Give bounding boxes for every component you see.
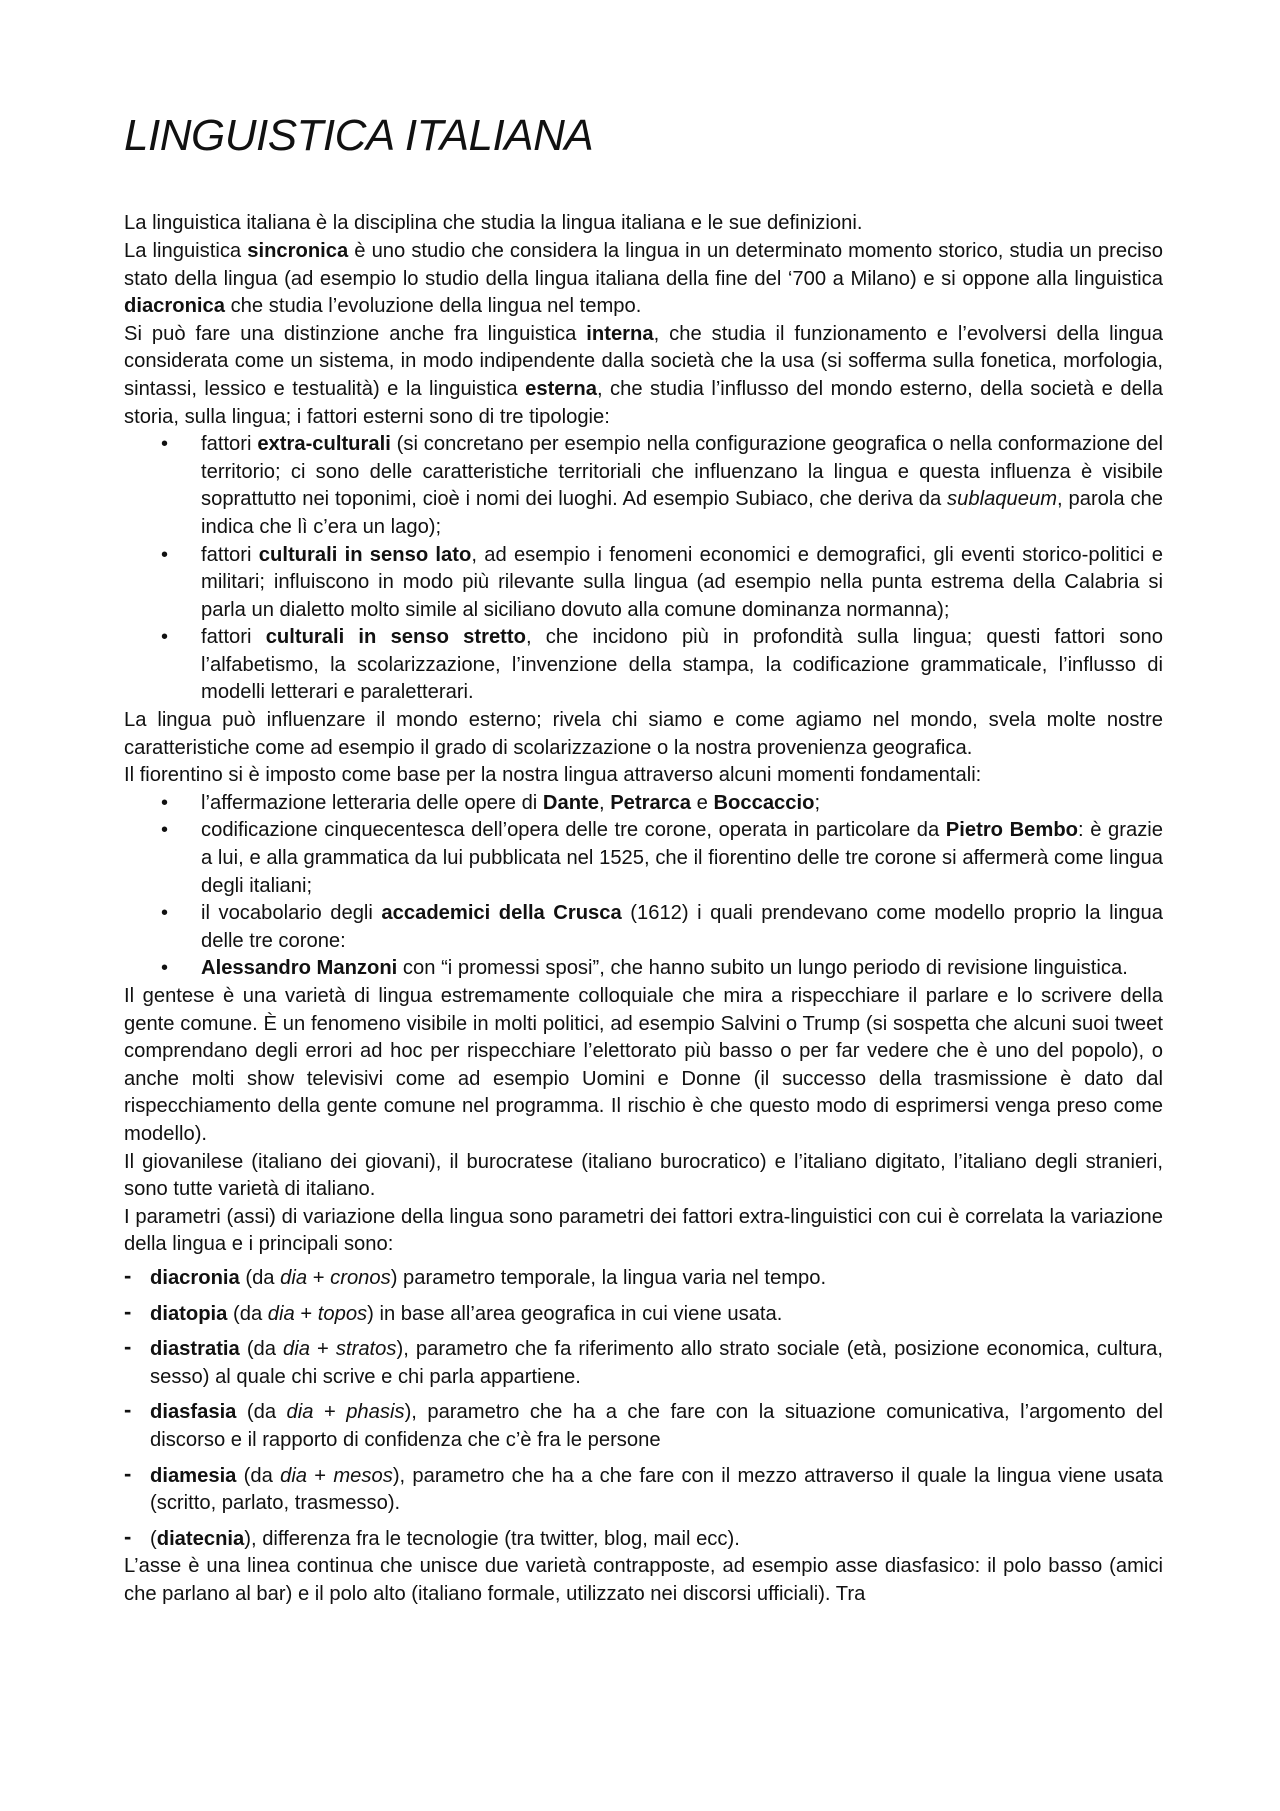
paragraph-gentese: Il gentese è una varietà di lingua estremamente colloquiale che mira a rispecchiare il parlare e lo scrivere della gente comune. È un fenomeno visibile in molti politici, ad esempio Salvini o Trump (si sospetta che alcuni suoi tweet comprendano degli errori ad hoc per rispecchiare l’elettorato più basso o per far vedere che è uno del popolo), o anche molti show televisivi come ad esempio Uomini e Donne (il successo della trasmissione è dato dal rispecchiamento della gente comune nel programma. Il rischio è che questo modo di esprimersi venga preso come modello). — [124, 985, 1163, 1145]
paragraph-fiorentino: Il fiorentino si è imposto come base per la nostra lingua attraverso alcuni momenti fondamentali: — [124, 764, 982, 787]
paragraph-varieta: Il giovanilese (italiano dei giovani), il burocratese (italiano burocratico) e l’italiano digitato, l’italiano degli stranieri, sono tutte varietà di italiano. — [124, 1150, 1163, 1201]
term-esterna: esterna — [525, 377, 597, 400]
term-interna: interna — [586, 322, 654, 345]
list-item: • fattori culturali in senso stretto, che incidono più in profondità sulla lingua; questi fattori sono l’alfabetismo, la scolarizzazione, l’invenzione della stampa, la codificazione grammaticale, l’influsso di modelli letterari e paraletterari. — [124, 624, 1163, 707]
list-item: • codificazione cinquecentesca dell’opera delle tre corone, operata in particolare da Pietro Bembo: è grazie a lui, e alla grammatica da lui pubblicata nel 1525, che il fiorentino delle tre corone si affermerà come lingua degli italiani; — [124, 817, 1163, 900]
paragraph-influence: La lingua può influenzare il mondo esterno; rivela chi siamo e come agiamo nel mondo, svela molte nostre caratteristiche come ad esempio il grado di scolarizzazione o la nostra provenienza geografica. — [124, 709, 1163, 759]
factors-list — [124, 431, 1163, 707]
list-item: - diastratia (da dia + stratos), parametro che fa riferimento allo strato sociale (età, posizione economica, cultura, sesso) al quale chi scrive e chi parla appartiene. — [124, 1336, 1163, 1391]
list-item: • l’affermazione letteraria delle opere di Dante, Petrarca e Boccaccio; — [124, 790, 1163, 818]
list-item: - diamesia (da dia + mesos), parametro che ha a che fare con il mezzo attraverso il quale la lingua viene usata (scritto, parlato, trasmesso). — [124, 1463, 1163, 1518]
list-item: • fattori culturali in senso lato, ad esempio i fenomeni economici e demografici, gli eventi storico-politici e militari; influiscono in modo più rilevante sulla lingua (ad esempio nella punta estrema della Calabria si parla un dialetto molto simile al siciliano dovuto alla comune dominanza normanna); — [124, 542, 1163, 625]
list-item: - (diatecnia), differenza fra le tecnologie (tra twitter, blog, mail ecc). — [124, 1526, 1163, 1554]
moments-list — [124, 790, 1163, 983]
page-title: LINGUISTICA ITALIANA — [124, 111, 594, 160]
list-item: • il vocabolario degli accademici della Crusca (1612) i quali prendevano come modello proprio la lingua delle tre corone: — [124, 900, 1163, 955]
paragraph-interna-esterna: Si può fare una distinzione anche fra linguistica interna, che studia il funzionamento e l’evolversi della lingua considerata come un sistema, in modo indipendente dalla società che la usa (si sofferma sulla fonetica, morfologia, sintassi, lessico e testualità) e la linguistica esterna, che studia l’influsso del mondo esterno, della società e della storia, sulla lingua; i fattori esterni sono di tre tipologie: — [124, 322, 1163, 428]
paragraph-asse: L’asse è una linea continua che unisce due varietà contrapposte, ad esempio asse diasfasico: il polo basso (amici che parlano al bar) e il polo alto (italiano formale, utilizzato nei discorsi ufficiali). Tra — [124, 1555, 1163, 1605]
list-item: - diatopia (da dia + topos) in base all’area geografica in cui viene usata. — [124, 1301, 1163, 1329]
term-sincronica: sincronica — [247, 239, 349, 262]
list-item: - diacronia (da dia + cronos) parametro temporale, la lingua varia nel tempo. — [124, 1265, 1163, 1293]
paragraph-sincronica: La linguistica sincronica è uno studio che considera la lingua in un determinato momento storico, studia un preciso stato della lingua (ad esempio lo studio della lingua italiana della fine del ‘700 a Milano) e si oppone alla linguistica diacronica che studia l’evoluzione della lingua nel tempo. — [124, 239, 1163, 318]
axes-list — [124, 1265, 1163, 1553]
paragraph-parametri: I parametri (assi) di variazione della lingua sono parametri dei fattori extra-linguistici con cui è correlata la variazione della lingua e i principali sono: — [124, 1205, 1163, 1256]
list-item: - diasfasia (da dia + phasis), parametro che ha a che fare con la situazione comunicativa, l’argomento del discorso e il rapporto di confidenza che c’è fra le persone — [124, 1399, 1163, 1454]
term-diacronica: diacronica — [124, 295, 225, 318]
list-item: • fattori extra-culturali (si concretano per esempio nella configurazione geografica o nella conformazione del territorio; ci sono delle caratteristiche territoriali che influenzano la lingua e questa influenza è visibile soprattutto nei toponimi, cioè i nomi dei luoghi. Ad esempio Subiaco, che deriva da sublaqueum, parola che indica che lì c’era un lago); — [124, 431, 1163, 541]
list-item: • Alessandro Manzoni con “i promessi sposi”, che hanno subito un lungo periodo di revisione linguistica. — [124, 955, 1163, 983]
paragraph-intro: La linguistica italiana è la disciplina che studia la lingua italiana e le sue definizioni. — [124, 212, 863, 235]
